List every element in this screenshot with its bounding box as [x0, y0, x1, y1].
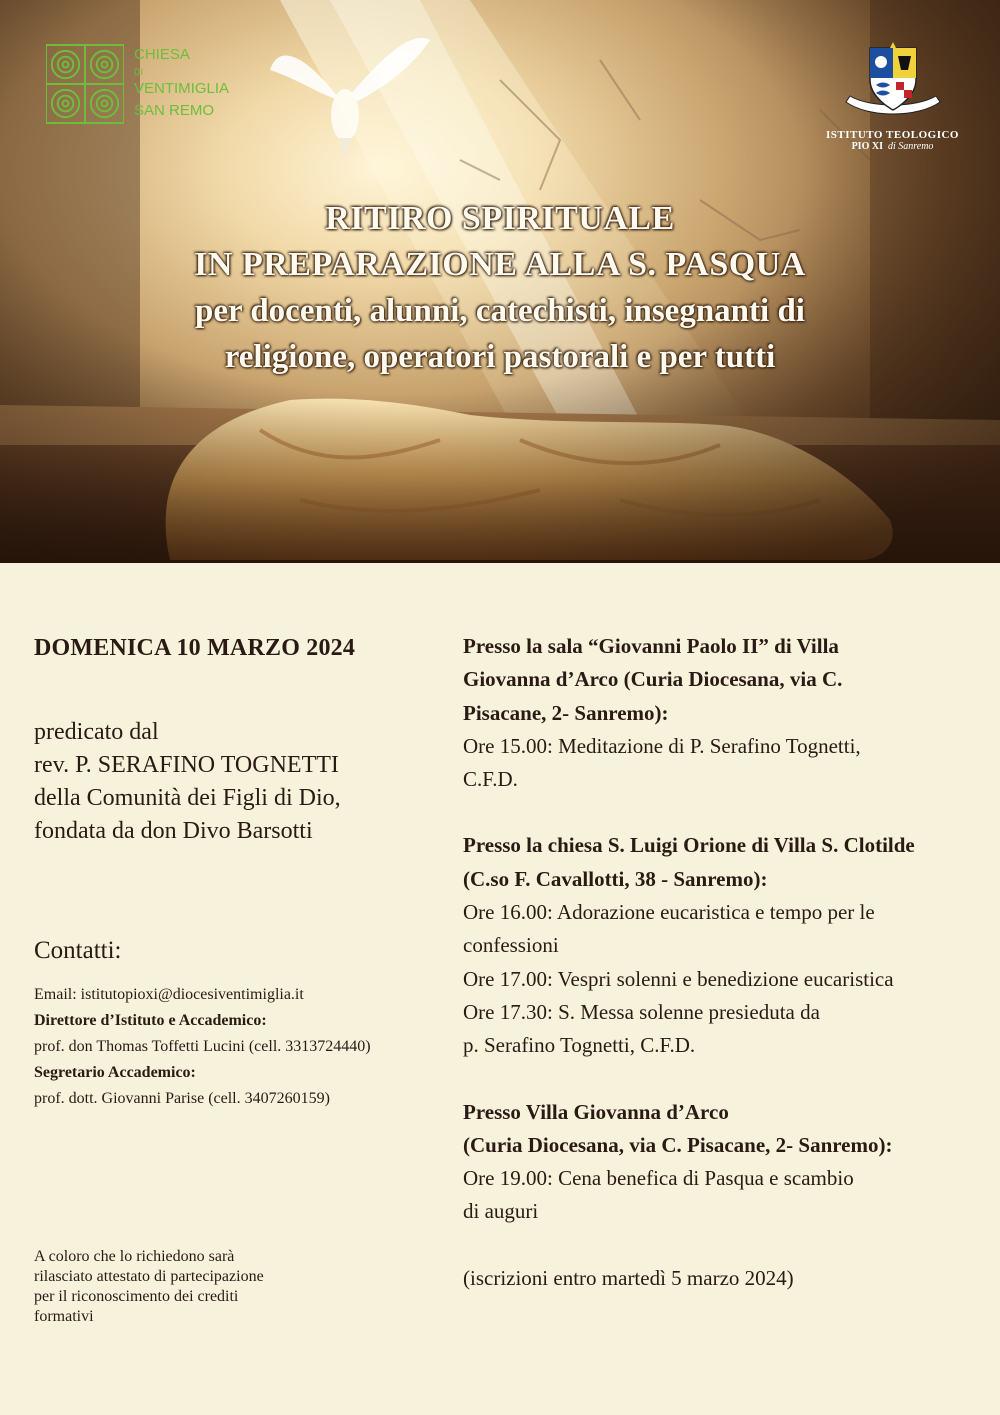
block-3-heading-line: (Curia Diocesana, via C. Pisacane, 2- Sanremo):	[463, 1132, 893, 1157]
block-1-heading-line: Presso la sala “Giovanni Paolo II” di Villa	[463, 634, 839, 658]
block-2-line: Ore 17.00: Vespri solenni e benedizione eucaristica	[463, 966, 894, 991]
block-1-heading-line: Giovanna d’Arco (Curia Diocesana, via C.	[463, 667, 843, 692]
block-2-line: confessioni	[463, 933, 559, 958]
note-line: rilasciato attestato di partecipazione	[34, 1268, 264, 1285]
block-2-line: Ore 17.30: S. Messa solenne presieduta da	[463, 999, 820, 1024]
preacher-line: rev. P. SERAFINO TOGNETTI	[34, 752, 339, 778]
secretary-contact: prof. dott. Giovanni Parise (cell. 3407260159)	[34, 1090, 330, 1107]
institute-logo	[820, 40, 965, 152]
event-title	[0, 196, 1000, 380]
coat-of-arms-icon	[838, 40, 948, 120]
schedule-block-2	[463, 829, 963, 1062]
director-contact: prof. don Thomas Toffetti Lucini (cell. 3313724440)	[34, 1038, 371, 1055]
registration-note: (iscrizioni entro martedì 5 marzo 2024)	[463, 1265, 794, 1290]
note-line: per il riconoscimento dei crediti	[34, 1288, 239, 1305]
title-line-1: RITIRO SPIRITUALE	[325, 200, 675, 237]
secretary-label: Segretario Accademico:	[34, 1064, 196, 1081]
block-1-heading-line: Pisacane, 2- Sanremo):	[463, 700, 669, 725]
logo-line-ventimiglia: VENTIMIGLIA	[134, 80, 230, 97]
institute-name: ISTITUTO TEOLOGICO	[825, 129, 959, 141]
schedule-block-1	[463, 630, 963, 796]
diocese-logo	[46, 44, 229, 124]
note-line: formativi	[34, 1308, 94, 1325]
schedule-block-3	[463, 1096, 963, 1229]
institute-subname	[820, 141, 965, 152]
note-line: A coloro che lo richiedono sarà	[34, 1248, 235, 1265]
director-label: Direttore d’Istituto e Accademico:	[34, 1012, 267, 1029]
block-3-line: Ore 19.00: Cena benefica di Pasqua e scambio	[463, 1166, 854, 1191]
block-1-line: Ore 15.00: Meditazione di P. Serafino Tognetti,	[463, 733, 861, 758]
preacher-info	[34, 716, 434, 848]
title-line-2: IN PREPARAZIONE ALLA S. PASQUA	[194, 246, 806, 283]
block-2-heading-line: (C.so F. Cavallotti, 38 - Sanremo):	[463, 866, 768, 891]
contacts-heading: Contatti:	[34, 937, 122, 964]
event-date: DOMENICA 10 MARZO 2024	[34, 635, 356, 661]
block-2-line: p. Serafino Tognetti, C.F.D.	[463, 1033, 696, 1058]
right-column	[463, 630, 963, 1328]
block-3-line: di auguri	[463, 1199, 539, 1224]
block-2-line: Ore 16.00: Adorazione eucaristica e tempo per le	[463, 900, 875, 925]
institute-pio-xi: PIO XI	[851, 141, 883, 152]
preacher-line: della Comunità dei Figli di Dio,	[34, 785, 341, 811]
title-line-3: per docenti, alunni, catechisti, insegnanti di	[195, 293, 805, 329]
left-column	[34, 630, 434, 1112]
logo-line-chiesa: CHIESA	[134, 46, 190, 63]
block-2-heading-line: Presso la chiesa S. Luigi Orione di Villa S. Clotilde	[463, 833, 915, 858]
hero-image	[0, 0, 1000, 563]
title-line-4: religione, operatori pastorali e per tutti	[224, 339, 776, 375]
preacher-line: fondata da don Divo Barsotti	[34, 818, 313, 844]
block-3-heading-line: Presso Villa Giovanna d’Arco	[463, 1099, 729, 1124]
logo-line-sanremo: SAN REMO	[134, 102, 215, 119]
contacts-list	[34, 982, 434, 1112]
block-1-line: C.F.D.	[463, 767, 518, 792]
contact-email: Email: istitutopioxi@diocesiventimiglia.it	[34, 986, 304, 1003]
preacher-line: predicato dal	[34, 719, 159, 745]
institute-city: di Sanremo	[887, 141, 934, 152]
logo-line-di: DI	[134, 67, 143, 77]
certificate-note	[34, 1247, 364, 1327]
diocese-emblem-icon	[46, 44, 124, 124]
